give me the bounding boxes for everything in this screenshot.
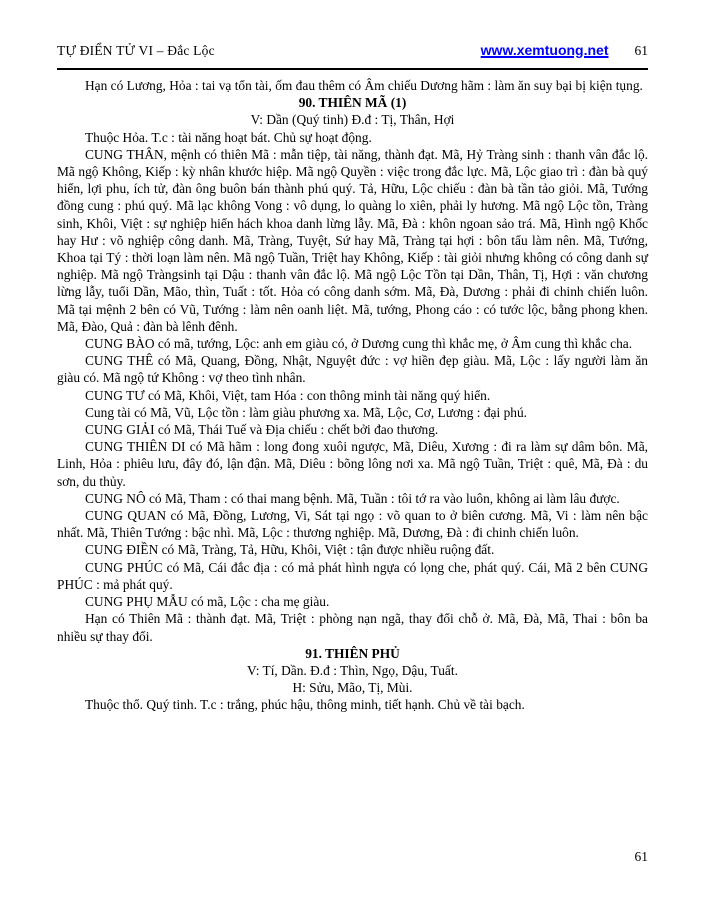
subtitle-90-v: V: Dần (Quý tinh) Đ.đ : Tị, Thân, Hợi: [250, 112, 455, 128]
header-url-link[interactable]: www.xemtuong.net: [480, 42, 609, 58]
para-thuoc-hoa: Thuộc Hỏa. T.c : tài năng hoạt bát. Chủ sự hoạt động.: [85, 129, 372, 145]
para-cung-thien-di: CUNG THIÊN DI có Mã hãm : long đong xuôi ngược, Mã, Diêu, Xương : đi ra làm sự dâm bôn. Mã, Linh, Hỏa : phiêu lưu, đây đó, lận đận. Mã, Diêu : bõng lông nơi xa. Mã ngộ Tuần, Triệt : quê, Mã, Đà : du sơn, du thủy.: [57, 439, 648, 489]
section-title-91-thien-phu: 91. THIÊN PHỦ: [305, 645, 400, 661]
para-cung-phuc: CUNG PHÚC có Mã, Cái đắc địa : có mả phát hình ngựa có lọng che, phát quý. Cái, Mã 2 bên CUNG PHÚC : mả phát quý.: [57, 559, 648, 592]
subtitle-91-h: H: Sửu, Mão, Tị, Mùi.: [292, 680, 413, 696]
header-divider-rule: [57, 68, 648, 70]
subtitle-91-v: V: Tí, Dần. Đ.đ : Thìn, Ngọ, Dậu, Tuất.: [247, 662, 458, 678]
header-book-title: TỰ ĐIỂN TỬ VI – Đắc Lộc: [57, 43, 215, 58]
para-han-luong-hoa: Hạn có Lương, Hỏa : tai vạ tổn tài, ốm đau thêm có Âm chiếu Dương hãm : làm ăn suy bại bị kiện tụng.: [85, 78, 643, 93]
para-han-thien-ma: Hạn có Thiên Mã : thành đạt. Mã, Triệt : phòng nạn ngã, thay đổi chỗ ở. Mã, Đà, Mã, Thai : bôn ba nhiều sự thay đổi.: [57, 611, 648, 644]
footer-page-number: 61: [634, 849, 648, 864]
para-cung-than: CUNG THÂN, mệnh có thiên Mã : mẫn tiệp, tài năng, thành đạt. Mã, Hỷ Tràng sinh : thanh vân đắc lộ. Mã ngộ Không, Kiếp : kỳ nhân khước hiệp. Mã ngộ Quyền : việc trong đắc lực. Mã, Lộc giao trì : đàn bà quý hiển, lợi phu, ích tử, đàn ông buôn bán thành phú quý. Tả, Hữu, Lộc chiếu : đàn bà tần tảo giỏi. Mã, Tướng đồng cung : phú quý. Mã lạc không Vong : vô dụng, lo quàng lo xiên, phải ly hương. Mã ngộ Lộc tồn, Tràng sinh, Khôi, Việt : sự nghiệp hiển hách khoa danh lừng lẫy. Mã, Đà : khôn ngoan sảo trá. Mã, Hình ngộ Khốc hay Hư : võ nghiệp công danh. Mã, Tràng, Tuyệt, Sứ hay Mã, Tràng tại hợi : bôn tẩu làm nên. Mã, Tướng, Khoa tại Tý : thời loạn làm nên. Mã ngộ Tuần, Triệt hay Không, Kiếp : tài giỏi nhưng không có công danh sự nghiệp. Mã ngộ Tràngsinh tại Dậu : thanh vân đắc lộ. Mã ngộ Lộc Tồn tại Dần, Thân, Tị, Hợi : văn chương lừng lẫy, tuổi Dần, Mão, thìn, Tuất : tốt. Hỏa có công danh sớm. Mã, Đà, Dương : phải đi chinh chiến luôn. Mã tại mệnh 2 bên có Vũ, Tướng : làm nên oanh liệt. Mã, tướng, Phong cáo : có tước lộc, bằng phong khen. Mã, Đào, Quả : đàn bà lênh đênh.: [57, 146, 648, 334]
header-page-number: 61: [634, 43, 648, 58]
section-title-90-thien-ma: 90. THIÊN MÃ (1): [298, 95, 407, 111]
header-right-group: [481, 42, 648, 59]
para-cung-tu: CUNG TƯ có Mã, Khôi, Việt, tam Hóa : con thông minh tài năng quý hiển.: [85, 387, 491, 403]
para-cung-the: CUNG THÊ có Mã, Quang, Đồng, Nhật, Nguyệt đức : vợ hiền đẹp giàu. Mã, Lộc : lấy người làm ăn giàu có. Mã ngộ tứ Không : vợ theo tình nhân.: [57, 353, 648, 386]
para-cung-quan: CUNG QUAN có Mã, Đồng, Lương, Vi, Sát tại ngọ : võ quan to ở biên cương. Mã, Vi : làm nên bậc nhất. Mã, Thiên Tướng : bậc nhì. Mã, Lộc : thương nghiệp. Mã, Dương, Đà : đi chinh chiến luôn.: [57, 508, 648, 541]
page-header: [57, 42, 648, 59]
para-cung-dien: CUNG ĐIỀN có Mã, Tràng, Tả, Hữu, Khôi, Việt : tận được nhiều ruộng đất.: [85, 542, 495, 558]
para-thuoc-tho: Thuộc thổ. Quý tinh. T.c : trắng, phúc hậu, thông minh, tiết hạnh. Chủ về tài bạch.: [85, 697, 525, 713]
para-cung-tai: Cung tài có Mã, Vũ, Lộc tồn : làm giàu phương xa. Mã, Lộc, Cơ, Lương : đại phú.: [85, 404, 528, 420]
para-cung-no: CUNG NÔ có Mã, Tham : có thai mang bệnh. Mã, Tuần : tôi tớ ra vào luôn, không ai làm lâu được.: [85, 490, 620, 506]
para-cung-phu-mau: CUNG PHỤ MẪU có mã, Lộc : cha mẹ giàu.: [85, 594, 330, 610]
document-body: [57, 77, 648, 714]
para-cung-giai: CUNG GIẢI có Mã, Thái Tuế và Địa chiếu : chết bởi đao thương.: [85, 422, 439, 438]
para-cung-bao: CUNG BÀO có mã, tướng, Lộc: anh em giàu có, ở Dương cung thì khắc mẹ, ở Âm cung thì khắc cha.: [85, 336, 633, 352]
